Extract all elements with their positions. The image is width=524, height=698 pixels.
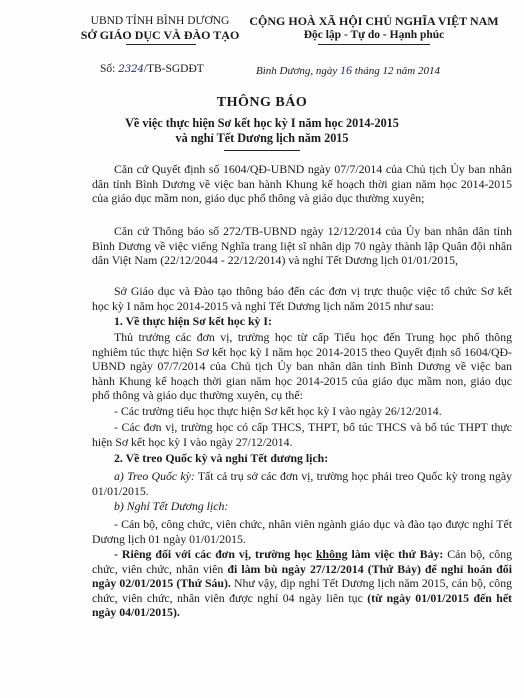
subject-line-2: và nghỉ Tết Dương lịch năm 2015 — [175, 130, 349, 145]
date-day-handwritten: 16 — [339, 63, 352, 77]
issuer-underline — [126, 44, 196, 45]
bullet-secondary-schools: - Các đơn vị, trường học có cấp THCS, THPT, bổ túc THCS và bổ túc THPT thực hiện Sơ kết học kỳ I vào ngày 27/12/2014. — [92, 420, 512, 449]
paragraph-flag — [92, 469, 512, 499]
date-suffix: tháng 12 năm 2014 — [354, 65, 440, 77]
issuer-block — [80, 14, 240, 42]
document-date — [256, 63, 440, 78]
swap-not-underlined: không — [315, 547, 348, 561]
swap-range: (từ ngày 01/01/2015 đến hết ngày 04/01/2015). — [92, 590, 512, 620]
document-title: THÔNG BÁO — [216, 95, 308, 110]
motto-underline — [318, 44, 430, 45]
national-heading — [238, 14, 510, 42]
holiday-subheading: b) Nghỉ Tết Dương lịch: — [114, 499, 229, 513]
section-heading-1: 1. Về thực hiện Sơ kết học kỳ I: — [114, 314, 272, 328]
date-prefix: Bình Dương, ngày — [256, 65, 338, 77]
subject-line-1: Về việc thực hiện Sơ kết học kỳ I năm học 2014-2015 — [125, 116, 399, 130]
swap-saturday: làm việc thứ Bảy: — [347, 547, 444, 561]
swap-staff: Cán bộ, công chức, viên chức, nhân viên — [92, 547, 512, 576]
paragraph-legal-basis-2: Căn cứ Thông báo số 272/TB-UBND ngày 12/12/2014 của Ủy ban nhân dân tỉnh Bình Dương về việc viếng Nghĩa trang liệt sĩ nhân dịp 70 ngày thành lập Quân đội nhân dân Việt Nam (22/12/2044 - 22/12/2014) và nghỉ Tết Dương lịch 01/01/2015, — [92, 224, 512, 268]
flag-label: a) Treo Quốc kỳ: — [114, 469, 195, 483]
document-subject — [0, 116, 524, 145]
issuer-dept: SỞ GIÁO DỤC VÀ ĐÀO TẠO — [80, 28, 240, 42]
national-motto: Độc lập - Tự do - Hạnh phúc — [303, 29, 445, 41]
country-name: CỘNG HOÀ XÃ HỘI CHỦ NGHĨA VIỆT NAM — [249, 14, 499, 28]
flag-text: Tất cả trụ sở các đơn vị, trường học phải treo Quốc kỳ trong ngày 01/01/2015. — [92, 469, 512, 498]
docno-prefix: Số: — [100, 63, 116, 75]
paragraph-section-1: Thủ trưởng các đơn vị, trường học từ cấp Tiểu học đến Trung học phổ thông nghiêm túc thực hiện Sơ kết học kỳ I năm học 2014-2015 theo Quyết định số 1604/QĐ-UBND ngày 07/7/2014 của Chủ tịch Ủy ban nhân dân tỉnh Bình Dương về việc ban hành Khung kế hoạch thời gian năm học 2014-2015 của giáo dục mầm non, giáo dục phổ thông và giáo dục thường xuyên, cụ thể: — [92, 330, 512, 403]
paragraph-legal-basis-1: Căn cứ Quyết định số 1604/QĐ-UBND ngày 07/7/2014 của Chủ tịch Ủy ban nhân dân tỉnh Bình Dương về việc ban hành Khung kế hoạch thời gian năm học 2014-2015 của giáo dục mầm non, giáo dục phổ thông và giáo dục thường xuyên; — [92, 162, 512, 206]
bullet-holiday-staff: - Cán bộ, công chức, viên chức, nhân viên ngành giáo dục và đào tạo được nghỉ Tết Dương lịch 01 ngày 01/01/2015. — [92, 517, 512, 546]
swap-makeup-day: đi làm bù ngày 27/12/2014 (Thứ Bảy) để nghỉ hoán đổi ngày 02/01/2015 (Thứ Sáu). — [92, 561, 512, 591]
section-heading-2: 2. Về treo Quốc kỳ và nghỉ Tết dương lịch: — [114, 451, 329, 465]
paragraph-intro: Sở Giáo dục và Đào tạo thông báo đến các đơn vị trực thuộc việc tổ chức Sơ kết học kỳ I năm học 2014-2015 và nghỉ Tết Dương lịch năm 2015 như sau: — [92, 284, 512, 313]
docno-suffix: /TB-SGDĐT — [143, 63, 204, 75]
document-number — [100, 63, 204, 75]
bullet-swap-day — [92, 547, 512, 620]
docno-handwritten: 2324 — [118, 63, 144, 75]
document-body — [92, 162, 512, 620]
swap-lead: - Riêng đối với các đơn vị, trường học — [114, 547, 316, 561]
issuer-org: UBND TỈNH BÌNH DƯƠNG — [90, 15, 230, 27]
swap-summary: Như vậy, dịp nghỉ Tết Dương lịch năm 2015, cán bộ, công chức, viên chức, nhân viên được nghỉ 04 ngày liên tục — [92, 576, 512, 605]
bullet-primary-schools: - Các trường tiểu học thực hiện Sơ kết học kỳ I vào ngày 26/12/2014. — [114, 404, 442, 418]
subject-underline — [224, 150, 300, 151]
